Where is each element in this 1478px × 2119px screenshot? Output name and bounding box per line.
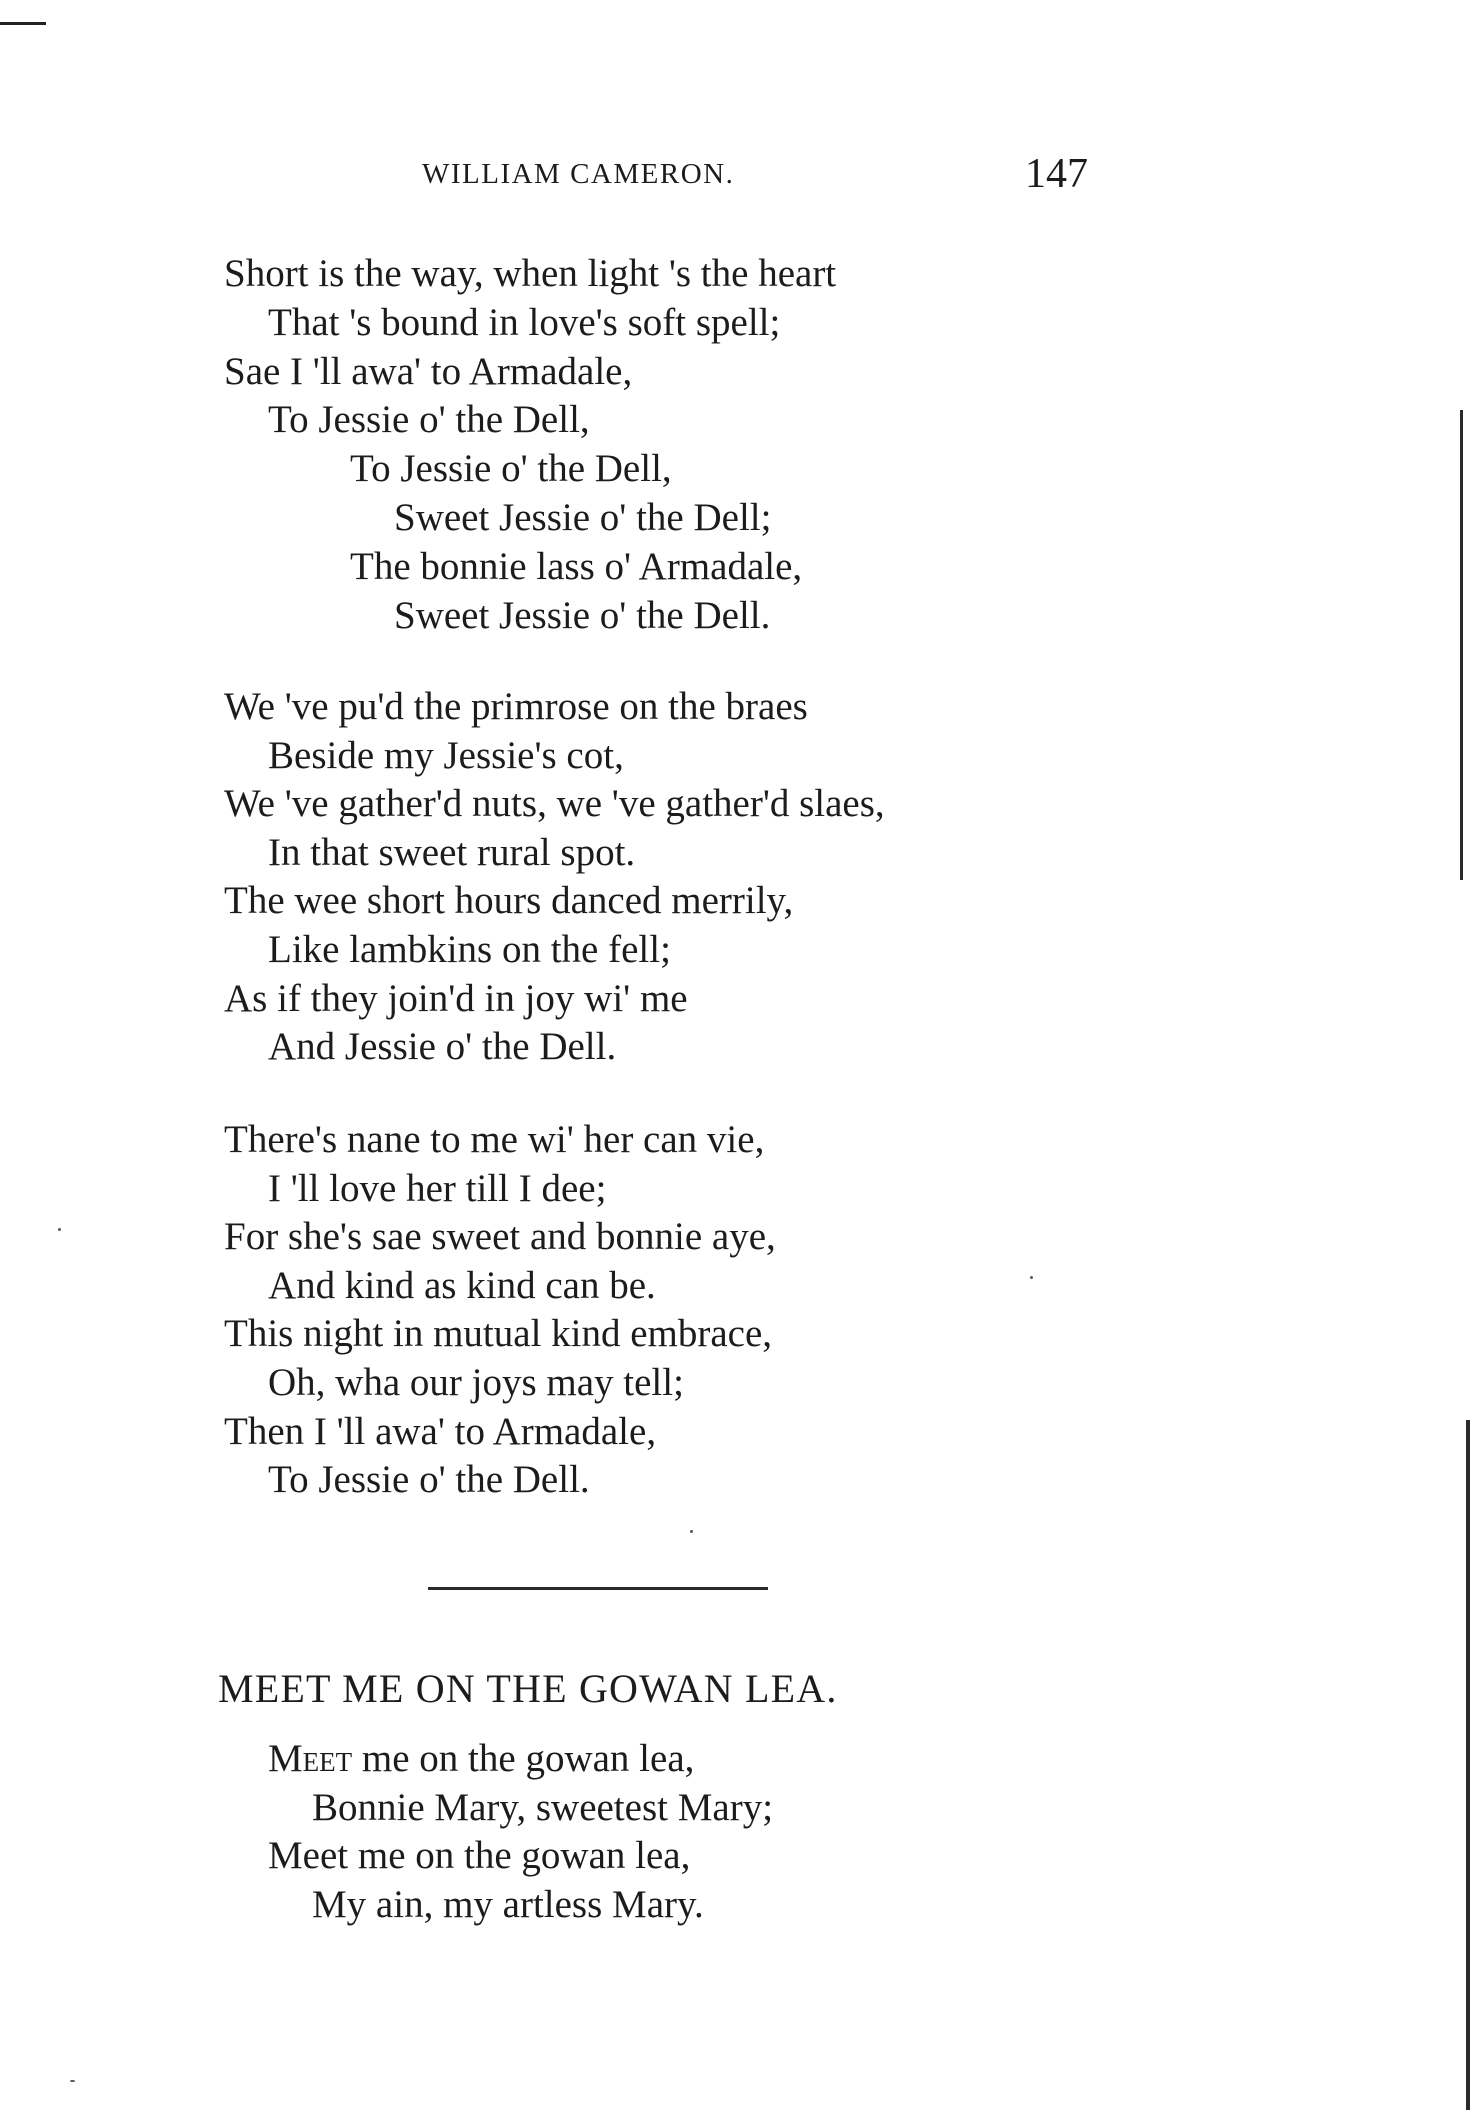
verse-line: That 's bound in love's soft spell; — [268, 300, 781, 344]
verse-line: Sae I 'll awa' to Armadale, — [224, 349, 633, 393]
verse-line: Sweet Jessie o' the Dell; — [394, 495, 772, 539]
verse-line: Short is the way, when light 's the heart — [224, 252, 837, 295]
verse-line: Bonnie Mary, sweetest Mary; — [312, 1785, 774, 1829]
verse-line: Like lambkins on the fell; — [268, 927, 671, 971]
scan-mark — [0, 22, 46, 25]
verse-line: The wee short hours danced merrily, — [224, 879, 794, 923]
verse-line: As if they join'd in joy wi' me — [224, 976, 688, 1020]
stanza — [224, 250, 836, 640]
section-divider — [428, 1587, 768, 1590]
scan-speck — [690, 1530, 693, 1533]
verse-line: Beside my Jessie's cot, — [268, 733, 624, 777]
scan-edge-line — [1466, 1420, 1470, 2110]
verse-line: And Jessie o' the Dell. — [268, 1025, 617, 1069]
verse-line: Then I 'll awa' to Armadale, — [224, 1409, 657, 1453]
verse-line: There's nane to me wi' her can vie, — [224, 1118, 765, 1161]
verse-line: And kind as kind can be. — [268, 1263, 656, 1307]
verse-line: To Jessie o' the Dell, — [268, 398, 590, 442]
verse-line: To Jessie o' the Dell. — [268, 1458, 590, 1502]
verse-line-rest: me on the gowan lea, — [352, 1737, 695, 1780]
verse-line: This night in mutual kind embrace, — [224, 1312, 773, 1356]
stanza — [224, 1116, 776, 1505]
verse-line: For she's sae sweet and bonnie aye, — [224, 1215, 776, 1259]
scan-edge-line — [1460, 410, 1463, 880]
verse-line: I 'll love her till I dee; — [268, 1166, 607, 1210]
verse-line: The bonnie lass o' Armadale, — [350, 544, 803, 588]
scan-speck — [1030, 1276, 1033, 1279]
scan-speck — [58, 1228, 61, 1231]
verse-line: We 've pu'd the primrose on the braes — [224, 685, 808, 728]
verse-line: To Jessie o' the Dell, — [350, 447, 672, 491]
scan-speck — [70, 2080, 75, 2082]
verse-line: Sweet Jessie o' the Dell. — [394, 593, 771, 637]
stanza — [224, 683, 885, 1072]
stanza — [268, 1735, 773, 1929]
verse-line: In that sweet rural spot. — [268, 830, 636, 874]
verse-line: Oh, wha our joys may tell; — [268, 1360, 684, 1404]
verse-line: My ain, my artless Mary. — [312, 1882, 704, 1926]
running-head: WILLIAM CAMERON. — [422, 158, 735, 190]
drop-word: Meet — [268, 1737, 353, 1780]
poem-title: MEET ME ON THE GOWAN LEA. — [218, 1666, 838, 1711]
verse-line: Meet me on the gowan lea, — [268, 1834, 691, 1877]
verse-line: We 've gather'd nuts, we 've gather'd slaes, — [224, 782, 885, 826]
verse-line — [268, 1735, 773, 1784]
page-number: 147 — [1025, 151, 1088, 197]
